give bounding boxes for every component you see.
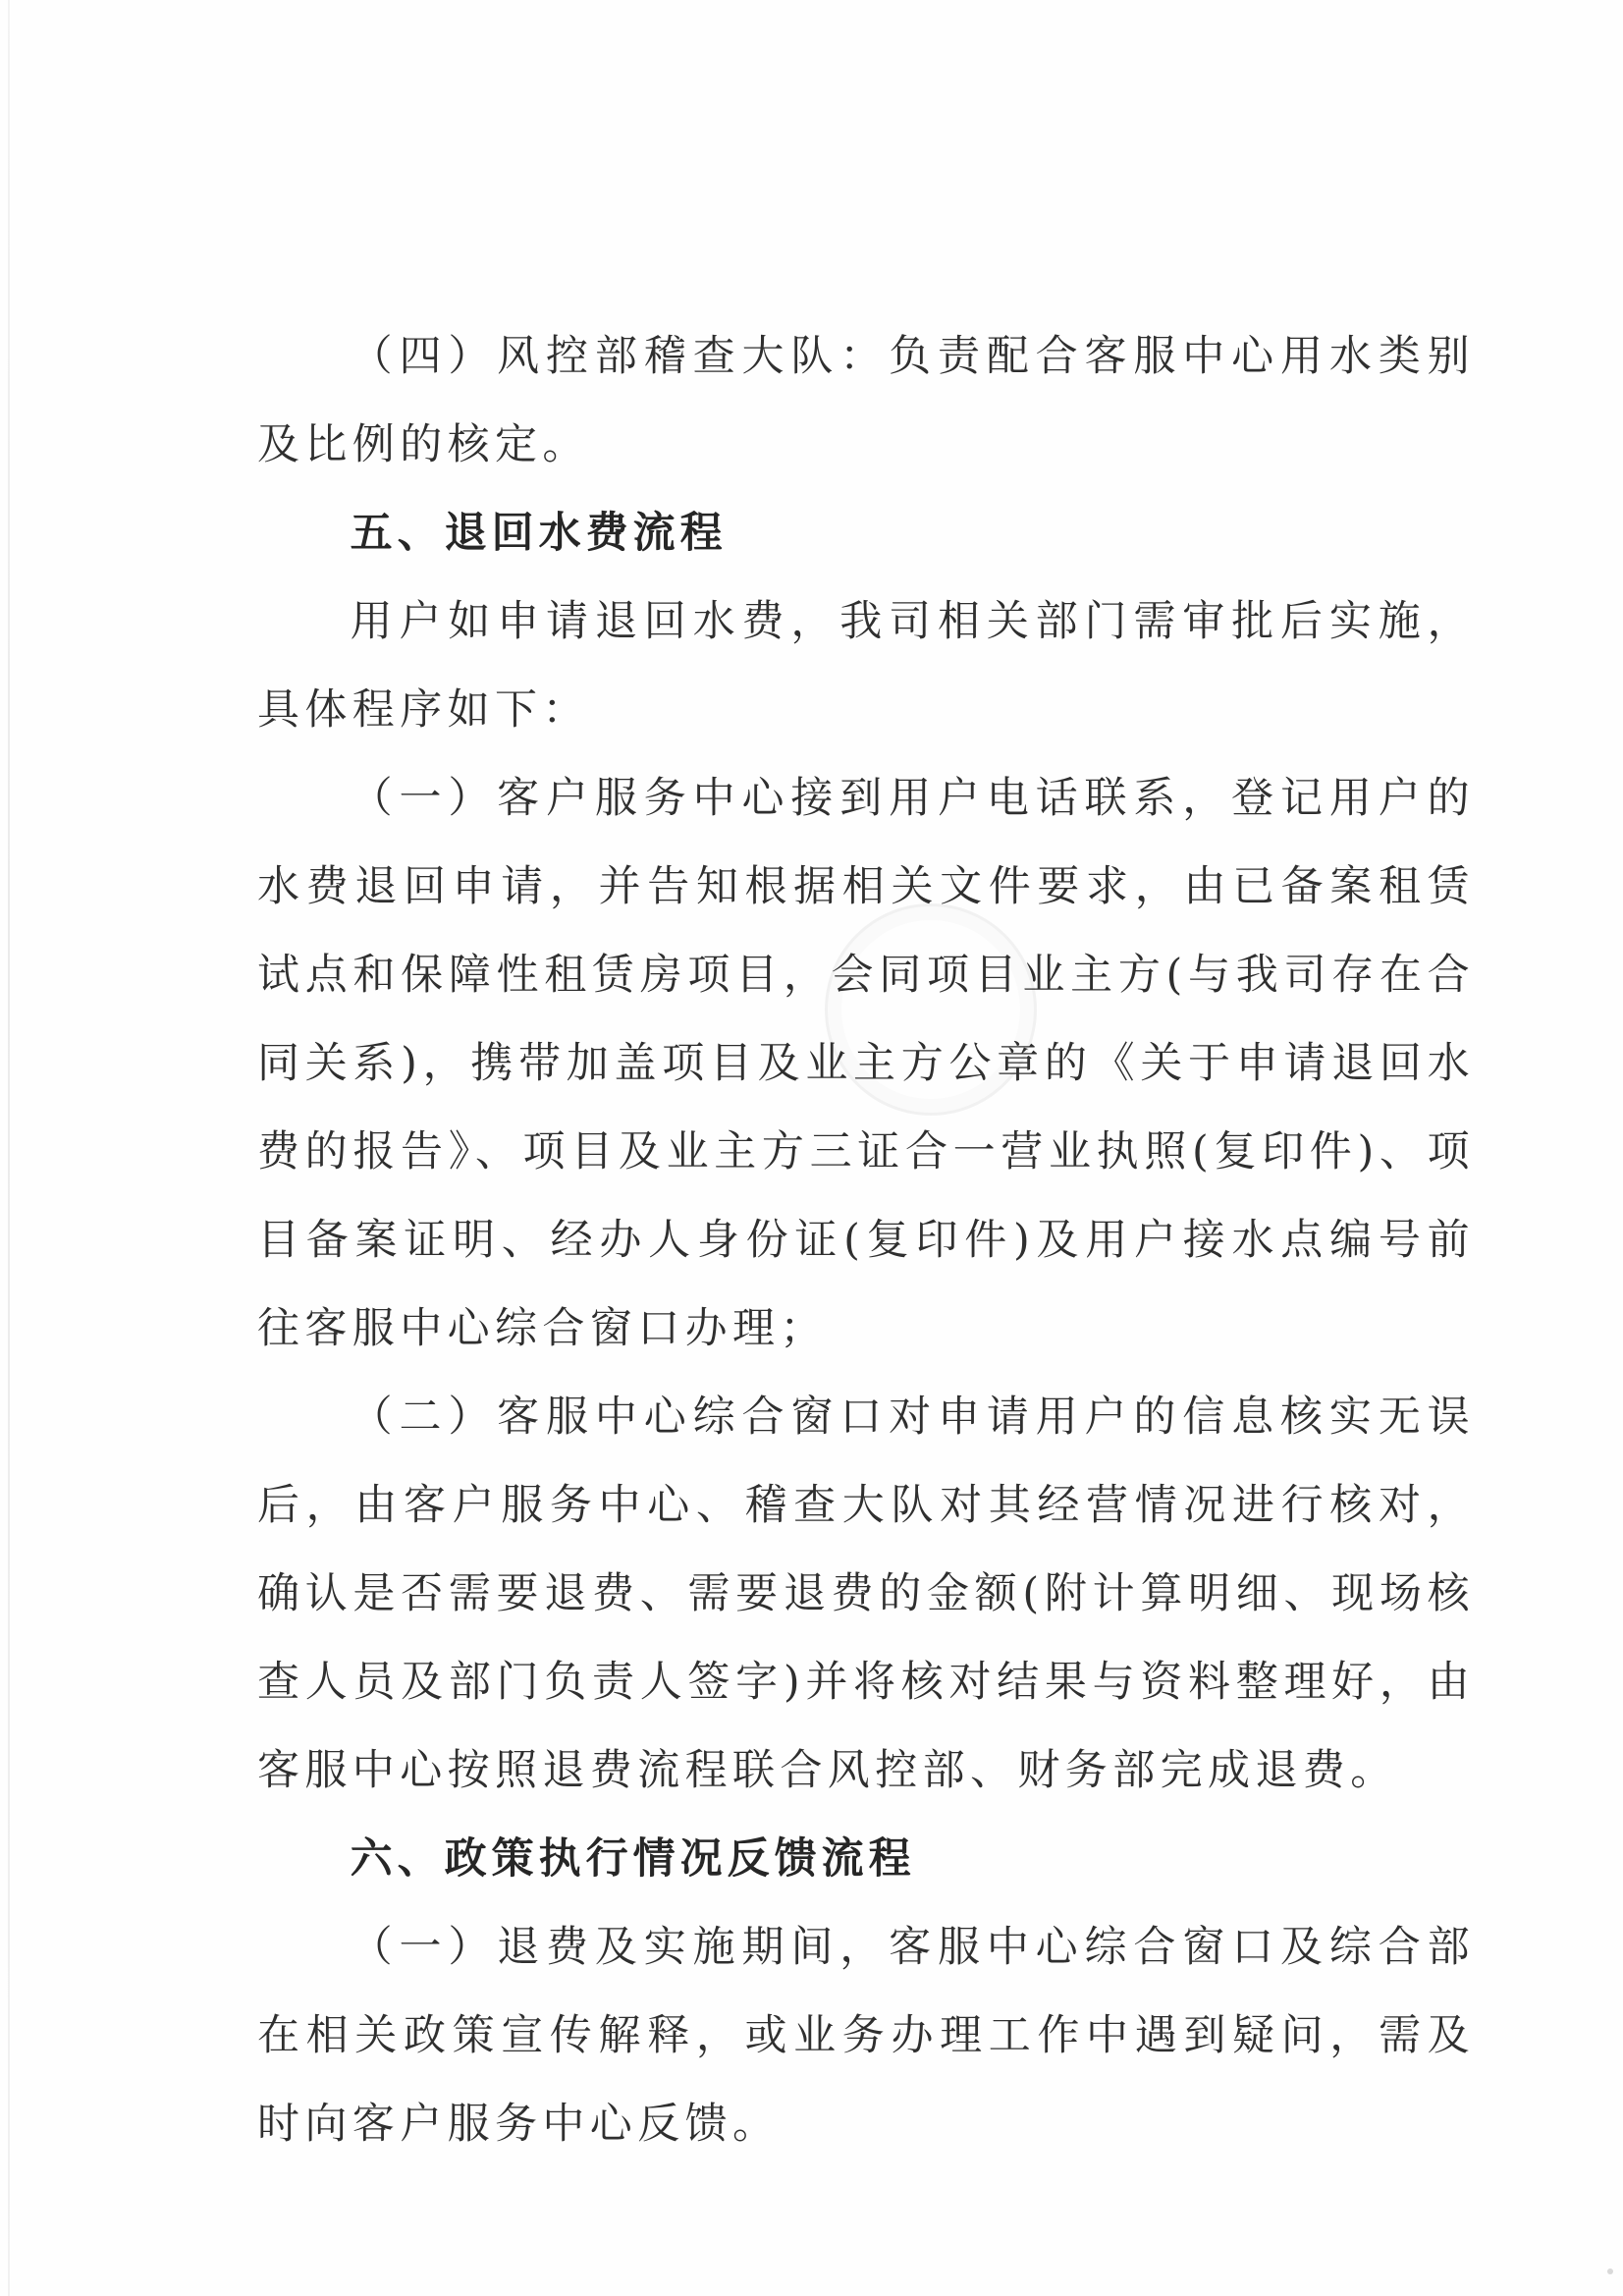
page-corner-dot bbox=[1607, 2269, 1613, 2274]
scan-edge bbox=[8, 0, 10, 2296]
document-body bbox=[257, 312, 1475, 2168]
paragraph-feedback-step-1: （一）退费及实施期间，客服中心综合窗口及综合部在相关政策宣传解释，或业务办理工作中遇到疑问，需及时向客户服务中心反馈。 bbox=[257, 1923, 1475, 2149]
paragraph-refund-step-1: （一）客户服务中心接到用户电话联系，登记用户的水费退回申请，并告知根据相关文件要求，由已备案租赁试点和保障性租赁房项目，会同项目业主方(与我司存在合同关系)，携带加盖项目及业主方公章的《关于申请退回水费的报告》、项目及业主方三证合一营业执照(复印件)、项目备案证明、经办人身份证(复印件)及用户接水点编号前往客服中心综合窗口办理； bbox=[257, 774, 1475, 1353]
paragraph-refund-step-2: （二）客服中心综合窗口对申请用户的信息核实无误后，由客户服务中心、稽查大队对其经营情况进行核对，确认是否需要退费、需要退费的金额(附计算明细、现场核查人员及部门负责人签字)并将核对结果与资料整理好，由客服中心按照退费流程联合风控部、财务部完成退费。 bbox=[257, 1393, 1475, 1795]
heading-refund-process: 五、退回水费流程 bbox=[350, 509, 728, 558]
paragraph-refund-intro: 用户如申请退回水费，我司相关部门需审批后实施，具体程序如下： bbox=[257, 597, 1475, 735]
heading-feedback-process: 六、政策执行情况反馈流程 bbox=[350, 1834, 916, 1884]
paragraph-risk-control: （四）风控部稽查大队：负责配合客服中心用水类别及比例的核定。 bbox=[257, 332, 1475, 469]
